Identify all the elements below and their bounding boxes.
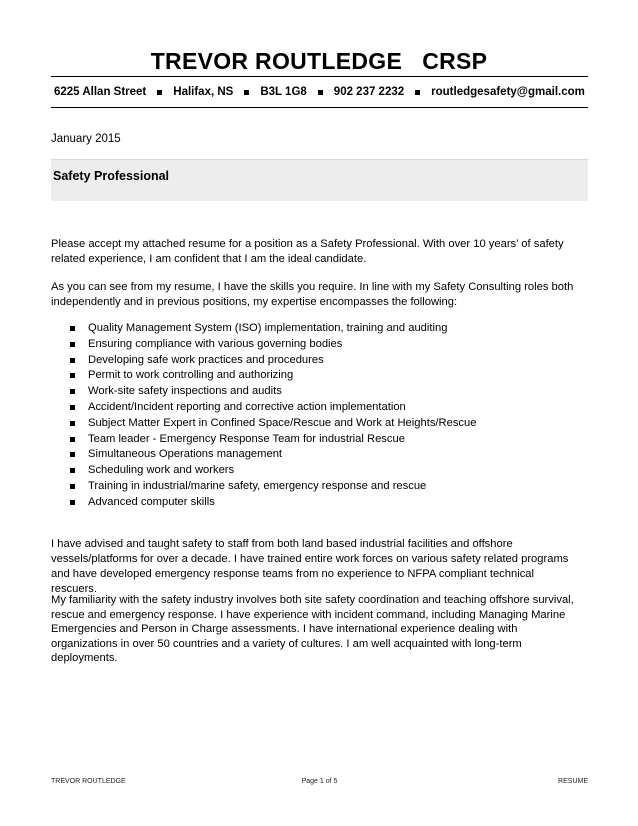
list-item: Training in industrial/marine safety, emergency response and rescue: [68, 479, 476, 495]
square-bullet-icon: [70, 358, 75, 363]
square-bullet-icon: [70, 437, 75, 442]
bullet-separator-icon: [415, 90, 420, 95]
square-bullet-icon: [70, 389, 75, 394]
list-item: Team leader - Emergency Response Team for industrial Rescue: [68, 432, 476, 448]
list-item: Simultaneous Operations management: [68, 447, 476, 463]
contact-city: Halifax, NS: [173, 86, 234, 98]
list-item: Quality Management System (ISO) implementation, training and auditing: [68, 321, 476, 337]
footer-name: TREVOR ROUTLEDGE: [51, 778, 126, 785]
position-title-band: [51, 159, 588, 201]
square-bullet-icon: [70, 452, 75, 457]
bullet-separator-icon: [318, 90, 323, 95]
contact-street: 6225 Allan Street: [54, 86, 147, 98]
list-item: Subject Matter Expert in Confined Space/Rescue and Work at Heights/Rescue: [68, 416, 476, 432]
letter-date: January 2015: [51, 133, 121, 145]
paragraph-experience: I have advised and taught safety to staff from both land based industrial facilities and offshore vessels/platforms for over a decade. I have trained entire work forces on various safety related programs and have developed emergency response teams from no experience to NFPA compliant technical rescuers.: [51, 538, 569, 595]
page-footer: [51, 778, 588, 792]
square-bullet-icon: [70, 421, 75, 426]
list-item: Accident/Incident reporting and corrective action implementation: [68, 400, 476, 416]
paragraph-intro: Please accept my attached resume for a position as a Safety Professional. With over 10 years’ of safety related experience, I am confident that I am the ideal candidate.: [51, 238, 564, 265]
contact-postal-code: B3L 1G8: [260, 86, 307, 98]
contact-phone: 902 237 2232: [333, 86, 405, 98]
bullet-separator-icon: [244, 90, 249, 95]
contact-email: routledgesafety@gmail.com: [431, 86, 585, 98]
applicant-name: TREVOR ROUTLEDGE CRSP: [150, 48, 488, 74]
list-item: Permit to work controlling and authorizing: [68, 368, 476, 384]
square-bullet-icon: [70, 500, 75, 505]
list-item: Work-site safety inspections and audits: [68, 384, 476, 400]
list-item: Scheduling work and workers: [68, 463, 476, 479]
bullet-separator-icon: [157, 90, 162, 95]
expertise-list: [68, 321, 476, 511]
list-item: Advanced computer skills: [68, 495, 476, 511]
page-number: Page 1 of 5: [301, 778, 338, 785]
square-bullet-icon: [70, 342, 75, 347]
list-item: Ensuring compliance with various governing bodies: [68, 337, 476, 353]
square-bullet-icon: [70, 326, 75, 331]
paragraph-familiarity: My familiarity with the safety industry involves both site safety coordination and teaching offshore survival, rescue and emergency response. I have experience with incident command, including Managing Marine Emergencies and Person in Charge assessments. I have international experience dealing with organizations in over 50 countries and a variety of cultures. I am well acquainted with long-term deployments.: [51, 594, 574, 664]
square-bullet-icon: [70, 484, 75, 489]
position-title: Safety Professional: [53, 169, 170, 183]
footer-doc-type: RESUME: [558, 778, 588, 785]
contact-bar: [51, 76, 588, 108]
square-bullet-icon: [70, 405, 75, 410]
paragraph-skills-intro: As you can see from my resume, I have the skills you require. In line with my Safety Consulting roles both independently and in previous positions, my expertise encompasses the following:: [51, 281, 574, 308]
square-bullet-icon: [70, 468, 75, 473]
square-bullet-icon: [70, 373, 75, 378]
list-item: Developing safe work practices and procedures: [68, 353, 476, 369]
